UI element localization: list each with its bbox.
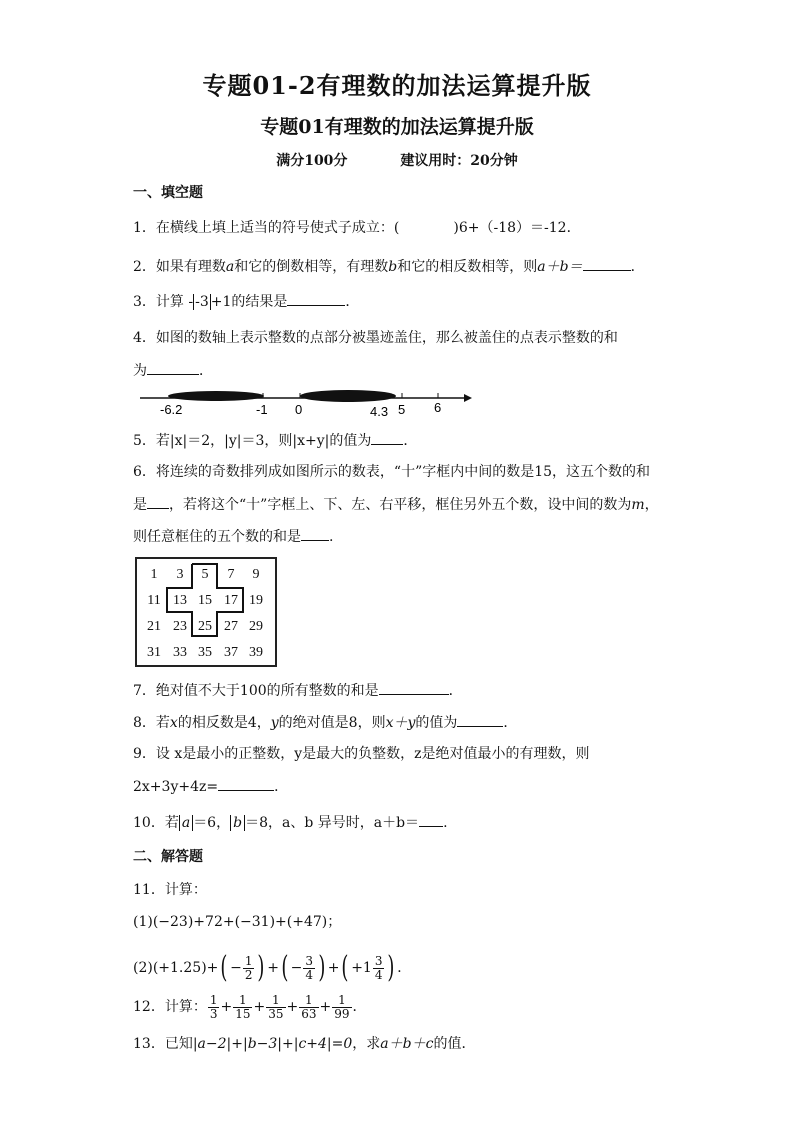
q12-fraction-sum [207, 992, 353, 1021]
q10-answer-blank[interactable] [419, 812, 443, 827]
question-2 [133, 256, 645, 277]
question-7 [133, 680, 463, 701]
question-4-line1: 4．如图的数轴上表示整数的点部分被墨迹盖住，那么被盖住的点表示整数的和 [133, 330, 618, 346]
question-1 [133, 218, 581, 238]
q11-paren-close-1: ) [257, 950, 265, 985]
q6-text-a: 是 [133, 497, 147, 513]
table-cell: 27 [224, 619, 238, 634]
page-title: 专题01-2有理数的加法运算提升版 [202, 71, 592, 100]
question-11-part1: (1)(−23)+72+(−31)+(+47)； [133, 914, 342, 930]
q11-paren-open-3: ( [341, 950, 349, 985]
page-subtitle: 专题01有理数的加法运算提升版 [260, 116, 534, 138]
q3-answer-blank[interactable] [287, 291, 345, 306]
table-cell: 1 [150, 567, 158, 582]
q2-text-c: 和它的相反数相等，则 [397, 259, 538, 275]
plus-sign: + [253, 999, 266, 1015]
question-6-line3 [133, 526, 333, 547]
table-cell: 9 [252, 567, 260, 582]
q5-answer-blank[interactable] [371, 430, 403, 445]
q3-text-a: 3．计算 - [133, 294, 194, 310]
table-cell: 31 [147, 645, 161, 660]
q11-p2-text: (2)(+1.25)+ [133, 960, 219, 976]
label-0: 0 [295, 402, 303, 417]
q7-end: ． [448, 683, 463, 699]
q10-end: . [443, 815, 448, 831]
ink-blot-left [168, 391, 264, 401]
ink-blot-right [300, 390, 396, 402]
question-13 [133, 1034, 475, 1054]
table-cell: 23 [173, 619, 187, 634]
q11-paren-open-1: ( [220, 950, 228, 985]
q4-answer-blank[interactable] [147, 360, 199, 375]
q11-frac-3: $\frac{3}{4}$ [374, 953, 383, 982]
q10-text-c: ＝6， [193, 815, 231, 831]
table-cell: 13 [173, 593, 187, 608]
table-cell: 39 [249, 645, 263, 660]
q8-var-y: y [270, 715, 279, 731]
question-12 [133, 988, 367, 1026]
table-cell: 15 [198, 593, 212, 608]
table-cell: 5 [201, 567, 209, 582]
q7-text: 7．绝对值不大于100的所有整数的和是 [133, 683, 379, 699]
q12-fraction: $\frac{1}{15}$ [235, 992, 251, 1021]
q4-text-a: 为 [133, 363, 147, 379]
q3-end: ． [345, 294, 360, 310]
q1-text-b: )6+（-18）＝-12． [453, 220, 581, 236]
q8-var-x: x [169, 715, 178, 731]
question-11-part2: (2)(+1.25)+( − $\frac{1}{2}$ ) +( − $\frac{3}{4}$ ) +( +1 $\frac{3}{4}$ ) ． [133, 950, 412, 985]
q9-answer-blank[interactable] [218, 776, 274, 791]
q9-end: ． [274, 779, 289, 795]
label-5: 5 [398, 402, 406, 417]
table-cell: 21 [147, 619, 161, 634]
suggested-time: 建议用时：20分钟 [400, 153, 518, 169]
q8-expr: x＋y [385, 715, 416, 731]
q6-var-m: m [631, 497, 645, 513]
q11-paren-open-2: ( [281, 950, 289, 985]
q10-text-a: 10．若 [133, 815, 179, 831]
label-6: 6 [434, 400, 442, 415]
q8-text-d: 的值为 [415, 715, 458, 731]
q2-end: ． [630, 259, 645, 275]
table-cell: 19 [249, 593, 263, 608]
question-4-line2 [133, 360, 213, 381]
q13-text-d: 的值． [433, 1036, 476, 1052]
table-cell: 35 [198, 645, 212, 660]
label-4-3: 4.3 [370, 404, 389, 419]
plus-sign: + [286, 999, 299, 1015]
q11-p2-end: ． [397, 960, 412, 976]
q12-head: 12．计算： [133, 999, 207, 1015]
q13-text-b: ，求 [352, 1036, 381, 1052]
number-line-arrow [464, 394, 472, 402]
q6-end: . [329, 529, 334, 545]
q12-fraction: $\frac{1}{3}$ [209, 992, 218, 1021]
question-9-line1: 9．设 x是最小的正整数，y是最大的负整数，z是绝对值最小的有理数，则 [133, 746, 590, 762]
q10-abs-b: b [230, 815, 245, 831]
exam-meta [0, 150, 794, 170]
table-cell: 11 [147, 593, 161, 608]
label-neg1: -1 [256, 402, 268, 417]
q8-end: ． [503, 715, 518, 731]
q12-fraction: $\frac{1}{35}$ [268, 992, 284, 1021]
q5-end: ． [403, 433, 418, 449]
question-10 [133, 812, 448, 833]
odd-number-table [135, 557, 277, 667]
question-6-line1: 6．将连续的奇数排列成如图所示的数表，“十”字框内中间的数是15，这五个数的和 [133, 464, 651, 480]
table-cell: 33 [173, 645, 187, 660]
q12-end: ． [352, 999, 367, 1015]
q7-answer-blank[interactable] [379, 680, 449, 695]
q3-abs-value: -3 [195, 294, 209, 310]
table-cell: 17 [224, 593, 238, 608]
plus-sign: + [220, 999, 233, 1015]
q6-text-b: ，若将这个“十”字框上、下、左、右平移，框住另外五个数，设中间的数为 [169, 497, 632, 513]
q12-fraction: $\frac{1}{99}$ [334, 992, 350, 1021]
question-11-head: 11．计算： [133, 882, 207, 898]
question-5 [133, 430, 417, 451]
q12-fraction: $\frac{1}{63}$ [301, 992, 317, 1021]
q13-text-a: 13．已知 [133, 1036, 193, 1052]
q8-text-a: 8．若 [133, 715, 170, 731]
q5-text: 5．若|x|＝2，|y|＝3，则|x+y|的值为 [133, 433, 372, 449]
full-score: 满分100分 [276, 153, 348, 169]
q11-paren-close-3: ) [387, 950, 395, 985]
table-cell: 7 [227, 567, 235, 582]
q11-paren-close-2: ) [318, 950, 326, 985]
q10-text-e: ＝8，a、b 异号时，a＋b＝ [245, 815, 420, 831]
q1-text-a: 1．在横线上填上适当的符号使式子成立：( [133, 220, 400, 236]
q2-var-a: a [225, 259, 235, 275]
q11-frac-1: $\frac{1}{2}$ [244, 953, 253, 982]
q9-expr: 2x+3y+4z= [133, 779, 219, 795]
q2-expr: a＋b＝ [537, 259, 583, 275]
q3-text-c: +1的结果是 [210, 294, 288, 310]
label-neg6-2: -6.2 [160, 402, 183, 417]
q11-frac-2: $\frac{3}{4}$ [305, 953, 314, 982]
q2-text-a: 2．如果有理数 [133, 259, 226, 275]
q10-abs-a: a [179, 815, 193, 831]
q4-end: ． [199, 363, 213, 379]
q6-text-c: ， [644, 497, 659, 513]
q2-var-b: b [388, 259, 398, 275]
q8-text-c: 的绝对值是8，则 [278, 715, 386, 731]
q13-expr: |a−2|+|b−3|+|c+4|=0 [192, 1036, 353, 1052]
q6-text-d: 则任意框住的五个数的和是 [133, 529, 301, 545]
question-9-line2 [133, 776, 288, 797]
q2-text-b: 和它的倒数相等，有理数 [234, 259, 389, 275]
plus-sign: + [319, 999, 332, 1015]
table-cell: 29 [249, 619, 263, 634]
q13-sum-expr: a＋b＋c [380, 1036, 434, 1052]
question-8 [133, 712, 517, 733]
section-fill-blank-heading: 一、填空题 [133, 185, 203, 201]
question-6-line2 [133, 494, 659, 515]
q6-answer-blank-1[interactable] [147, 494, 169, 509]
q2-answer-blank[interactable] [583, 256, 631, 271]
section-answer-heading: 二、解答题 [133, 849, 203, 865]
q8-text-b: 的相反数是4， [177, 715, 271, 731]
table-cell: 25 [198, 619, 212, 634]
question-3 [133, 291, 359, 312]
q8-answer-blank[interactable] [457, 712, 503, 727]
table-cell: 3 [176, 567, 184, 582]
q6-answer-blank-2[interactable] [301, 526, 329, 541]
number-line-figure [138, 384, 474, 420]
table-cell: 37 [224, 645, 238, 660]
